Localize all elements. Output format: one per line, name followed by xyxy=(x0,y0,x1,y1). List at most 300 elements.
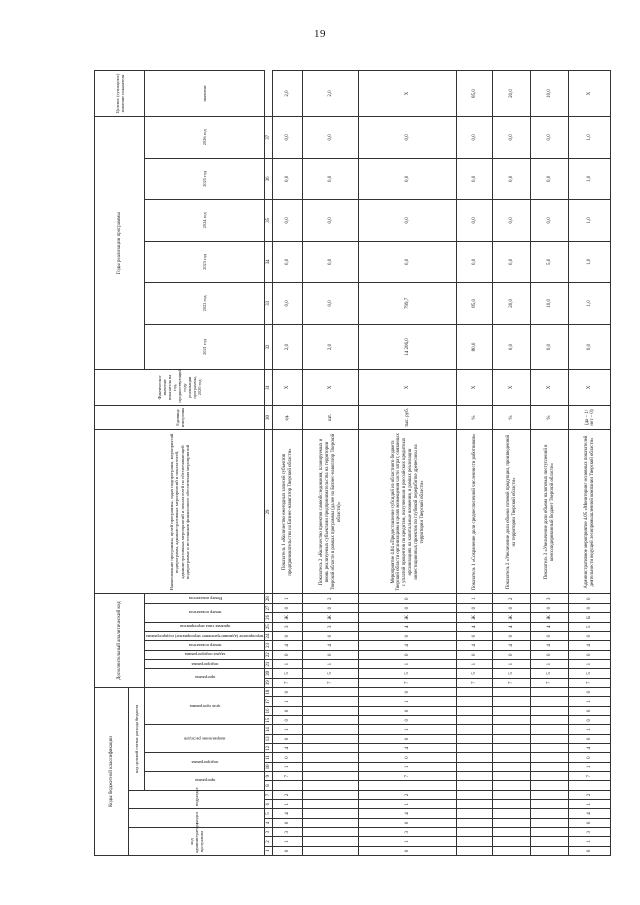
code-cell: 4 xyxy=(273,641,303,650)
header-program-code: код администратора программы xyxy=(129,828,265,856)
code-cell: 5 xyxy=(493,669,531,678)
code-cell xyxy=(531,725,569,734)
code-cell: 5 xyxy=(273,669,303,678)
code-cell: 1 xyxy=(359,697,457,706)
year-value-cell: 10,0 xyxy=(531,283,569,325)
column-number: 26 xyxy=(265,613,273,622)
code-cell: 0 xyxy=(273,716,303,725)
column-number: 2 xyxy=(265,837,273,846)
code-cell: 1 xyxy=(569,725,611,734)
code-cell: 7 xyxy=(457,678,493,687)
code-cell xyxy=(493,716,531,725)
code-cell xyxy=(569,781,611,790)
code-cell xyxy=(303,744,359,753)
code-cell: Ж xyxy=(493,613,531,622)
code-cell: 0 xyxy=(273,631,303,640)
year-value-cell: 0,0 xyxy=(493,241,531,283)
code-cell xyxy=(531,818,569,827)
column-number: 10 xyxy=(265,762,273,771)
code-cell xyxy=(531,687,569,697)
table-row xyxy=(569,71,611,856)
code-cell: 0 xyxy=(569,846,611,855)
code-cell xyxy=(303,687,359,697)
code-cell xyxy=(303,725,359,734)
code-cell: 4 xyxy=(457,622,493,631)
header-years-group: Годы реализации программы xyxy=(95,117,145,370)
header-section: раздел xyxy=(129,809,265,828)
row-fact: X xyxy=(531,370,569,405)
year-value-cell: 799,7 xyxy=(359,283,457,325)
code-cell: 0 xyxy=(303,603,359,612)
code-cell: 4 xyxy=(493,622,531,631)
row-target: 85,0 xyxy=(457,71,493,117)
code-cell xyxy=(531,828,569,837)
code-cell xyxy=(493,846,531,855)
code-cell: Ж xyxy=(531,613,569,622)
column-number: 20 xyxy=(265,669,273,678)
code-cell: 4 xyxy=(531,622,569,631)
code-cell xyxy=(531,706,569,715)
code-cell: 1 xyxy=(359,659,457,668)
row-name: Показатель 2 «Увеличение доли объема готовой продукции, произведенной на территории Тверской области» xyxy=(493,430,531,594)
header-tc-detail: цель программы xyxy=(145,687,265,725)
header-year-5: 2025 год xyxy=(145,158,265,200)
code-cell xyxy=(493,828,531,837)
code-cell: 4 xyxy=(531,641,569,650)
year-value-cell: 0,0 xyxy=(359,200,457,242)
program-indicator-table xyxy=(94,70,611,856)
code-cell xyxy=(493,753,531,762)
column-number: 4 xyxy=(265,818,273,827)
column-number-row xyxy=(265,71,273,856)
code-cell xyxy=(531,800,569,809)
code-cell: 0 xyxy=(303,631,359,640)
year-value-cell: 0,0 xyxy=(493,200,531,242)
year-value-cell: 14 206,0 xyxy=(359,324,457,370)
code-cell: 0 xyxy=(359,650,457,659)
year-value-cell: 1,0 xyxy=(569,158,611,200)
column-number: 16 xyxy=(265,706,273,715)
year-value-cell: 0,0 xyxy=(531,324,569,370)
code-cell xyxy=(531,790,569,799)
code-cell: 4 xyxy=(359,641,457,650)
year-value-cell: 5,0 xyxy=(531,241,569,283)
code-cell: 4 xyxy=(359,744,457,753)
code-cell: 0 xyxy=(273,818,303,827)
code-cell: 0 xyxy=(303,650,359,659)
code-cell: 0 xyxy=(273,687,303,697)
column-number: 31 xyxy=(265,370,273,405)
year-value-cell: 0,0 xyxy=(273,241,303,283)
code-cell: 2 xyxy=(273,790,303,799)
code-cell xyxy=(457,828,493,837)
year-value-cell: 0,0 xyxy=(531,200,569,242)
code-cell xyxy=(273,781,303,790)
code-cell: 4 xyxy=(457,641,493,650)
code-cell: 1 xyxy=(359,725,457,734)
code-cell xyxy=(457,687,493,697)
code-cell: 5 xyxy=(569,622,611,631)
code-cell xyxy=(457,716,493,725)
header-codes-group: Коды бюджетной классификации xyxy=(95,687,129,855)
row-fact: X xyxy=(457,370,493,405)
code-cell: 0 xyxy=(359,687,457,697)
code-cell xyxy=(457,809,493,818)
code-cell: 4 xyxy=(273,809,303,818)
code-cell xyxy=(457,837,493,846)
header-fact: Фактическое значение показателя на год, предшествующий году реализации программы, 2020 год xyxy=(95,370,265,405)
code-cell xyxy=(531,697,569,706)
code-cell xyxy=(531,753,569,762)
code-cell xyxy=(457,818,493,827)
year-value-cell: 0,0 xyxy=(273,117,303,159)
row-name: Показатель 1 «Количество ежегодных записей субъектов предпринимательства на Бизнес-навигатор Тверской области» xyxy=(273,430,303,594)
code-cell xyxy=(493,800,531,809)
year-value-cell: 0,0 xyxy=(457,117,493,159)
code-cell: 1 xyxy=(457,594,493,603)
code-cell: 0 xyxy=(273,734,303,743)
code-cell: 0 xyxy=(569,603,611,612)
code-cell: 1 xyxy=(569,762,611,771)
year-value-cell: 0,0 xyxy=(303,158,359,200)
header-unit: Единица измерения xyxy=(95,405,265,430)
code-cell: 1 xyxy=(531,659,569,668)
code-cell xyxy=(457,697,493,706)
row-target: 10,0 xyxy=(531,71,569,117)
year-value-cell: 0,0 xyxy=(303,200,359,242)
code-cell: 7 xyxy=(303,678,359,687)
code-cell: 0 xyxy=(359,716,457,725)
code-cell: 1 xyxy=(569,800,611,809)
year-value-cell: 80,0 xyxy=(457,324,493,370)
column-number: 28 xyxy=(265,594,273,603)
code-cell: 1 xyxy=(569,697,611,706)
code-cell: 1 xyxy=(273,800,303,809)
column-number: 34 xyxy=(265,241,273,283)
year-value-cell: 0,0 xyxy=(531,117,569,159)
code-cell xyxy=(493,790,531,799)
code-cell: 0 xyxy=(273,706,303,715)
code-cell: 0 xyxy=(569,687,611,697)
code-cell xyxy=(493,762,531,771)
code-cell: 0 xyxy=(569,818,611,827)
code-cell xyxy=(457,762,493,771)
row-target: X xyxy=(359,71,457,117)
code-cell xyxy=(531,762,569,771)
column-number: 6 xyxy=(265,800,273,809)
code-cell: 0 xyxy=(359,594,457,603)
code-cell xyxy=(531,846,569,855)
code-cell xyxy=(493,772,531,781)
code-cell: 7 xyxy=(531,678,569,687)
code-cell xyxy=(531,772,569,781)
header-tc-subprogram: подпрограмма xyxy=(145,753,265,772)
code-cell: 3 xyxy=(531,594,569,603)
header-ad-subprogram: подпрограмма xyxy=(145,659,265,668)
code-cell xyxy=(303,837,359,846)
code-cell: 5 xyxy=(457,669,493,678)
code-cell: 0 xyxy=(493,631,531,640)
column-number: 27 xyxy=(265,603,273,612)
code-cell xyxy=(303,790,359,799)
code-cell xyxy=(493,818,531,827)
code-cell: 0 xyxy=(273,650,303,659)
rotated-landscape-table xyxy=(94,70,595,856)
code-cell xyxy=(493,706,531,715)
column-number: 14 xyxy=(265,725,273,734)
year-value-cell: 0,0 xyxy=(359,158,457,200)
header-subsection: подраздел xyxy=(129,790,265,809)
year-value-cell: 0,0 xyxy=(273,200,303,242)
row-fact: X xyxy=(273,370,303,405)
code-cell: 7 xyxy=(493,678,531,687)
table-row xyxy=(457,71,493,856)
header-ad-sub: номер показателя xyxy=(145,603,265,622)
code-cell xyxy=(457,846,493,855)
code-cell: 3 xyxy=(569,828,611,837)
header-ad-cs: Номер показателя xyxy=(145,594,265,603)
code-cell: 2 xyxy=(303,594,359,603)
code-cell: 1 xyxy=(359,800,457,809)
row-unit: % xyxy=(457,405,493,430)
column-number: 9 xyxy=(265,772,273,781)
code-cell xyxy=(457,790,493,799)
code-cell: 5 xyxy=(531,669,569,678)
row-fact: X xyxy=(493,370,531,405)
column-number: 18 xyxy=(265,687,273,697)
column-number: 19 xyxy=(265,678,273,687)
code-cell: 0 xyxy=(569,734,611,743)
code-cell xyxy=(531,781,569,790)
code-cell xyxy=(303,800,359,809)
code-cell: 0 xyxy=(531,650,569,659)
code-cell: 2 xyxy=(359,790,457,799)
year-value-cell: 2,0 xyxy=(303,324,359,370)
row-unit: тыс. руб. xyxy=(359,405,457,430)
code-cell xyxy=(303,828,359,837)
code-cell xyxy=(493,734,531,743)
header-ad-task: задача подпрограммы xyxy=(145,650,265,659)
code-cell xyxy=(303,716,359,725)
row-unit: ед. xyxy=(273,405,303,430)
code-cell xyxy=(303,697,359,706)
code-cell xyxy=(457,706,493,715)
year-value-cell: 0,0 xyxy=(273,158,303,200)
code-cell: 1 xyxy=(273,725,303,734)
row-target: 2,0 xyxy=(273,71,303,117)
code-cell: 1 xyxy=(303,659,359,668)
header-tc-direction: направление расходов xyxy=(145,725,265,753)
code-cell xyxy=(457,800,493,809)
row-fact: X xyxy=(569,370,611,405)
header-year-2: 2022 год xyxy=(145,283,265,325)
header-name: Наименование программы, целей программы, задач подпрограмм, мероприятий подпрограмм, административных мероприятий и показателей, административных мероприятий и показателей по обеспечивающей подпрограмме и источников финансового обеспечения мероприятий xyxy=(95,430,265,594)
code-cell: 4 xyxy=(569,744,611,753)
code-cell: 7 xyxy=(569,678,611,687)
table-row xyxy=(531,71,569,856)
code-cell: 0 xyxy=(569,650,611,659)
year-value-cell: 0,0 xyxy=(303,117,359,159)
column-number: 3 xyxy=(265,828,273,837)
code-cell xyxy=(303,772,359,781)
code-cell: 3 xyxy=(273,828,303,837)
code-cell xyxy=(359,781,457,790)
table-row xyxy=(303,71,359,856)
code-cell: 0 xyxy=(359,753,457,762)
column-number: 21 xyxy=(265,659,273,668)
code-cell xyxy=(531,744,569,753)
row-fact: X xyxy=(303,370,359,405)
code-cell: 4 xyxy=(273,744,303,753)
code-cell: 0 xyxy=(493,650,531,659)
code-cell xyxy=(303,762,359,771)
code-cell: 0 xyxy=(359,631,457,640)
code-cell: 1 xyxy=(273,659,303,668)
code-cell xyxy=(303,846,359,855)
column-number: 7 xyxy=(265,790,273,799)
code-cell xyxy=(303,753,359,762)
column-number: 15 xyxy=(265,716,273,725)
header-ad-measure: мероприятие (административное мероприятие) подпрограммы xyxy=(145,631,265,640)
code-cell: 1 xyxy=(569,837,611,846)
code-cell: 7 xyxy=(273,678,303,687)
header-ad-num: номер показателя xyxy=(145,641,265,650)
code-cell: 4 xyxy=(303,641,359,650)
year-value-cell: 0,0 xyxy=(457,241,493,283)
code-cell: 7 xyxy=(569,772,611,781)
year-value-cell: 0,0 xyxy=(531,158,569,200)
code-cell xyxy=(457,753,493,762)
code-cell: 0 xyxy=(359,603,457,612)
year-value-cell: 0,0 xyxy=(493,324,531,370)
code-cell: 3 xyxy=(273,622,303,631)
code-cell: 0 xyxy=(359,818,457,827)
column-number: 8 xyxy=(265,781,273,790)
column-number: 33 xyxy=(265,283,273,325)
code-cell xyxy=(457,772,493,781)
header-year-4: 2024 год xyxy=(145,200,265,242)
code-cell: 0 xyxy=(273,753,303,762)
code-cell: 0 xyxy=(531,631,569,640)
code-cell: 3 xyxy=(303,622,359,631)
row-target: 2,0 xyxy=(303,71,359,117)
column-number: 24 xyxy=(265,631,273,640)
code-cell: 0 xyxy=(569,631,611,640)
code-cell: 0 xyxy=(531,603,569,612)
year-value-cell: 0,0 xyxy=(303,283,359,325)
code-cell: Ж xyxy=(303,613,359,622)
code-cell: 2 xyxy=(569,790,611,799)
row-name: Административное мероприятие 4.05 «Мониторинг основных показателей деятельности ведущей лесопромышленной компании Тверской области» xyxy=(569,430,611,594)
code-cell xyxy=(457,744,493,753)
code-cell xyxy=(493,725,531,734)
code-cell: 5 xyxy=(303,669,359,678)
column-number: 1 xyxy=(265,846,273,855)
header-year-1: 2021 год xyxy=(145,324,265,370)
code-cell: 7 xyxy=(273,772,303,781)
row-name: Мероприятие 4.04 «Предоставление субсидий из областного бюджета Тверской области организациям в целях возмещения части затрат, связанных с уплатой процентов по кредитам, полученным в российских кредитных организациях на капитальные вложения, в рамках реализации инвестиционных проектов по глубокой переработке древесины на территории Тверской области» xyxy=(359,430,457,594)
year-value-cell: 0,0 xyxy=(493,117,531,159)
year-value-cell: 1,0 xyxy=(569,117,611,159)
code-cell: 4 xyxy=(359,622,457,631)
code-cell xyxy=(457,734,493,743)
code-cell: 4 xyxy=(493,641,531,650)
code-cell xyxy=(493,837,531,846)
code-cell: 0 xyxy=(457,650,493,659)
code-cell: 0 xyxy=(569,594,611,603)
code-cell: 1 xyxy=(273,762,303,771)
column-number: 32 xyxy=(265,324,273,370)
code-cell: 4 xyxy=(359,809,457,818)
year-value-cell: 0,0 xyxy=(359,241,457,283)
row-name: Показатель 3 «Увеличение доли объема налоговых поступлений в консолидированный бюджет Тверской области» xyxy=(531,430,569,594)
year-value-cell: 0,0 xyxy=(359,117,457,159)
header-target: Целевое (суммарное) значение показателя xyxy=(95,71,145,117)
row-unit: (да – 1/ нет – 0) xyxy=(569,405,611,430)
table-row xyxy=(493,71,531,856)
code-cell: 1 xyxy=(493,659,531,668)
code-cell: 0 xyxy=(569,706,611,715)
code-cell: 1 xyxy=(457,659,493,668)
code-cell: 0 xyxy=(359,846,457,855)
column-number: 29 xyxy=(265,430,273,594)
year-value-cell: 1,0 xyxy=(569,200,611,242)
year-value-cell: 1,0 xyxy=(569,283,611,325)
row-fact: X xyxy=(359,370,457,405)
code-cell xyxy=(493,697,531,706)
code-cell xyxy=(303,818,359,827)
header-target-group: код целевой статьи расхода бюджета xyxy=(129,687,145,790)
code-cell: 7 xyxy=(359,772,457,781)
header-year-6: 2026 год xyxy=(145,117,265,159)
code-cell xyxy=(531,809,569,818)
year-value-cell: 0,0 xyxy=(493,158,531,200)
year-value-cell: 20,0 xyxy=(493,283,531,325)
row-unit: % xyxy=(493,405,531,430)
code-cell: 3 xyxy=(359,828,457,837)
code-cell: 0 xyxy=(457,631,493,640)
code-cell: 1 xyxy=(359,837,457,846)
header-tc-program: программа xyxy=(145,772,265,791)
column-number: 23 xyxy=(265,641,273,650)
code-cell: 0 xyxy=(273,846,303,855)
code-cell: 1 xyxy=(273,594,303,603)
column-number: 17 xyxy=(265,697,273,706)
code-cell: 0 xyxy=(569,716,611,725)
year-value-cell: 0,0 xyxy=(303,241,359,283)
column-number: 35 xyxy=(265,200,273,242)
code-cell xyxy=(457,725,493,734)
header-additional-group: Дополнительный аналитический код xyxy=(95,594,145,687)
code-cell: 4 xyxy=(569,809,611,818)
year-value-cell: 2,0 xyxy=(273,324,303,370)
code-cell: 1 xyxy=(273,697,303,706)
row-target: 20,0 xyxy=(493,71,531,117)
code-cell xyxy=(303,809,359,818)
year-value-cell: 0,0 xyxy=(457,158,493,200)
year-value-cell: 1,0 xyxy=(569,241,611,283)
year-value-cell: 0,0 xyxy=(457,200,493,242)
code-cell: 0 xyxy=(359,734,457,743)
column-number: 22 xyxy=(265,650,273,659)
indicator-table-frame xyxy=(94,70,595,856)
year-value-cell: 0,0 xyxy=(273,283,303,325)
code-cell: 0 xyxy=(493,603,531,612)
code-cell xyxy=(457,781,493,790)
year-value-cell: 0,0 xyxy=(569,324,611,370)
row-name: Показатель 2 «Количество проектов самообследования, планируемых и вновь реализуемых субъектами предпринимательства на территории Тверской области в рамках программы (далее на Бизнес-навигатор Тверской области)» xyxy=(303,430,359,594)
column-number: 37 xyxy=(265,117,273,159)
